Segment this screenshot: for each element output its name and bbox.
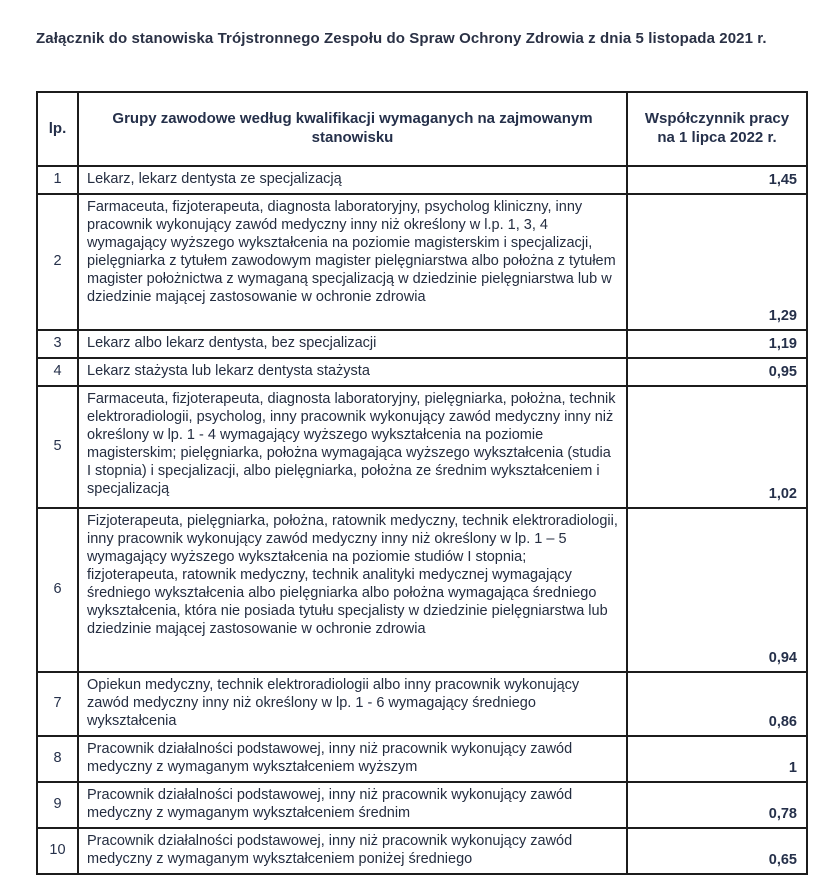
table-row (37, 358, 807, 386)
table-row (37, 672, 807, 736)
row-coefficient: 1,19 (627, 330, 807, 358)
table-row (37, 166, 807, 194)
row-coefficient: 0,95 (627, 358, 807, 386)
row-coefficient: 1,29 (627, 194, 807, 330)
table-row (37, 828, 807, 874)
row-coefficient: 1 (627, 736, 807, 782)
row-group-description: Lekarz stażysta lub lekarz dentysta stażysta (78, 358, 627, 386)
table-row (37, 782, 807, 828)
row-number: 7 (37, 672, 78, 736)
row-number: 5 (37, 386, 78, 508)
row-number: 1 (37, 166, 78, 194)
pay-coefficient-table (36, 91, 808, 875)
row-group-description: Pracownik działalności podstawowej, inny niż pracownik wykonujący zawód medyczny z wymaganym wykształceniem wyższym (78, 736, 627, 782)
row-group-description: Pracownik działalności podstawowej, inny niż pracownik wykonujący zawód medyczny z wymaganym wykształceniem średnim (78, 782, 627, 828)
row-coefficient: 0,94 (627, 508, 807, 672)
row-coefficient: 0,65 (627, 828, 807, 874)
header-coefficient: Współczynnik pracy na 1 lipca 2022 r. (627, 92, 807, 166)
table-row (37, 194, 807, 330)
table-row (37, 386, 807, 508)
row-group-description: Lekarz albo lekarz dentysta, bez specjalizacji (78, 330, 627, 358)
table-row (37, 736, 807, 782)
row-number: 4 (37, 358, 78, 386)
row-number: 2 (37, 194, 78, 330)
row-coefficient: 1,02 (627, 386, 807, 508)
row-coefficient: 0,78 (627, 782, 807, 828)
row-group-description: Farmaceuta, fizjoterapeuta, diagnosta laboratoryjny, psycholog kliniczny, inny pracownik wykonujący zawód medyczny inny niż określony w l.p. 1, 3, 4 wymagający wyższego wykształcenia na poziomie magisterskim i specjalizacji, pielęgniarka z tytułem zawodowym magister pielęgniarstwa albo położna z tytułem magister położnictwa z wymaganą specjalizacją w dziedzinie pielęgniarstwa lub w dziedzinie mającej zastosowanie w ochronie zdrowia (78, 194, 627, 330)
header-group: Grupy zawodowe według kwalifikacji wymaganych na zajmowanym stanowisku (78, 92, 627, 166)
row-number: 10 (37, 828, 78, 874)
row-group-description: Farmaceuta, fizjoterapeuta, diagnosta laboratoryjny, pielęgniarka, położna, technik elektroradiologii, psycholog, inny pracownik wykonujący zawód medyczny inny niż określony w lp. 1 - 4 wymagający wyższego wykształcenia na poziomie magisterskim; pielęgniarka, położna wymagająca wyższego wykształcenia (studia I stopnia) i specjalizacji, albo pielęgniarka, położna ze średnim wykształceniem i specjalizacją (78, 386, 627, 508)
row-number: 9 (37, 782, 78, 828)
row-group-description: Opiekun medyczny, technik elektroradiologii albo inny pracownik wykonujący zawód medyczny inny niż określony w lp. 1 - 6 wymagający średniego wykształcenia (78, 672, 627, 736)
table-row (37, 508, 807, 672)
table-header-row (37, 92, 807, 166)
row-number: 3 (37, 330, 78, 358)
row-number: 8 (37, 736, 78, 782)
row-coefficient: 0,86 (627, 672, 807, 736)
row-group-description: Lekarz, lekarz dentysta ze specjalizacją (78, 166, 627, 194)
document-title: Załącznik do stanowiska Trójstronnego Zespołu do Spraw Ochrony Zdrowia z dnia 5 listopada 2021 r. (36, 30, 767, 47)
row-group-description: Pracownik działalności podstawowej, inny niż pracownik wykonujący zawód medyczny z wymaganym wykształceniem poniżej średniego (78, 828, 627, 874)
header-lp: lp. (37, 92, 78, 166)
row-number: 6 (37, 508, 78, 672)
row-group-description: Fizjoterapeuta, pielęgniarka, położna, ratownik medyczny, technik elektroradiologii, inny pracownik wykonujący zawód medyczny inny niż określony w lp. 1 – 5 wymagający wyższego wykształcenia na poziomie studiów I stopnia; fizjoterapeuta, ratownik medyczny, technik analityki medycznej wymagający średniego wykształcenia albo pielęgniarka albo położna wymagająca średniego wykształcenia, która nie posiada tytułu specjalisty w dziedzinie pielęgniarstwa lub dziedzinie mającej zastosowanie w ochronie zdrowia (78, 508, 627, 672)
row-coefficient: 1,45 (627, 166, 807, 194)
table-row (37, 330, 807, 358)
